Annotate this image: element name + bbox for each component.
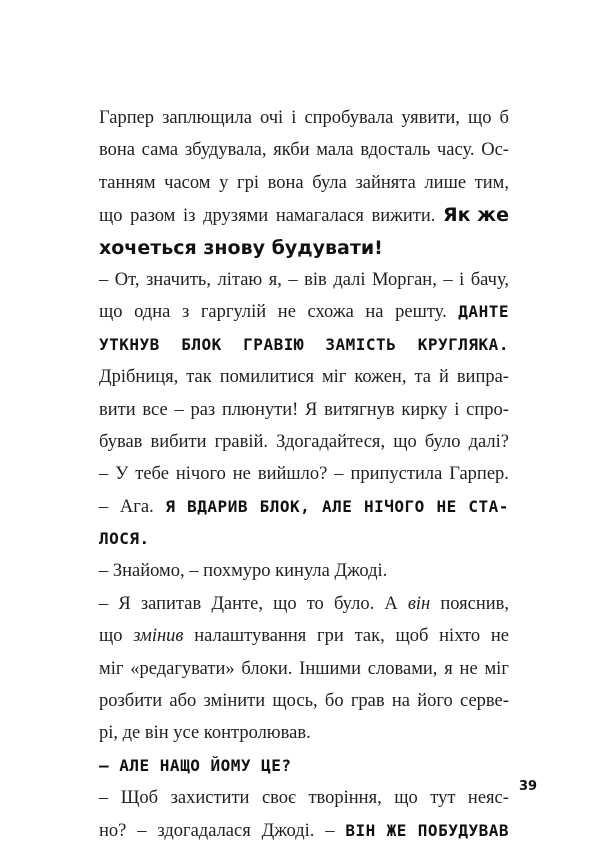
text-word: гравій. (214, 431, 269, 452)
text-line (99, 102, 509, 134)
text-word: з (181, 302, 190, 323)
pixel-font-word: ПОБУДУВАВ (417, 820, 509, 840)
text-word: вдосталь (360, 140, 431, 161)
text-word: так, (354, 626, 385, 647)
text-word: – (174, 399, 184, 420)
text-word: намагалася (275, 206, 364, 227)
text-word: ніхто (439, 626, 481, 647)
text-word: очі (259, 108, 284, 128)
text-word: випра- (456, 367, 509, 388)
text-word: його (417, 691, 453, 712)
text-word: далі (333, 269, 366, 290)
text-word: із (183, 206, 196, 227)
text-word: запитав (140, 593, 202, 614)
text-line (99, 523, 509, 555)
text-span: рі, де він усе контролював. (99, 723, 311, 744)
text-line (99, 329, 509, 361)
text-word: пояснив, (440, 593, 509, 614)
text-word: було (424, 431, 461, 452)
text-word: Джоді. (261, 820, 315, 841)
text-word: – (99, 269, 109, 290)
text-word: припустила (350, 464, 443, 485)
text-word: гри (317, 626, 344, 647)
text-word: не (459, 658, 478, 679)
text-word: що (393, 431, 417, 452)
text-line (99, 458, 509, 490)
display-bold-text: Як же (443, 204, 509, 227)
text-word: б (499, 108, 509, 128)
text-word: літаю (217, 269, 263, 290)
italic-text: змінив (133, 626, 184, 647)
text-line (99, 717, 509, 749)
text-word: розбити (99, 691, 163, 712)
text-word: Данте, (211, 593, 263, 614)
text-word: лише (424, 172, 467, 193)
text-line (99, 815, 509, 847)
pixel-font-word: БЛОК, (259, 496, 311, 516)
text-word: вийшло? (257, 464, 328, 485)
text-word: на (365, 302, 384, 323)
text-word: – (99, 788, 109, 809)
pixel-font-word: БЛОК (181, 334, 222, 354)
text-word: заплющила (162, 108, 252, 128)
text-word: кожен, (354, 367, 407, 388)
text-line (99, 264, 509, 296)
pixel-font-word: АЛЕ (321, 496, 353, 516)
italic-text: він (407, 593, 431, 614)
text-word: – (325, 820, 335, 841)
text-word: що (99, 626, 123, 647)
text-word: вона (99, 140, 135, 161)
text-word: зайнята (355, 172, 416, 193)
text-word: Гарпер (99, 108, 155, 128)
page-number: 39 (519, 779, 538, 794)
pixel-font-word: НІЧОГО (364, 496, 425, 516)
text-word: й (438, 367, 449, 388)
text-line (99, 588, 509, 620)
text-word: творіння, (308, 788, 382, 809)
text-line (99, 750, 509, 782)
pixel-font-word: НЕ (436, 496, 457, 516)
text-word: змінити (203, 691, 266, 712)
text-word: Щоб (120, 788, 159, 809)
text-word: міг (484, 658, 509, 679)
pixel-font-text: – АЛЕ НАЩО ЙОМУ ЦЕ? (99, 755, 292, 775)
text-word: Я (305, 399, 318, 420)
text-word: Ос- (481, 140, 509, 161)
text-word: А (384, 593, 398, 614)
text-word: мала (316, 140, 354, 161)
text-word: Я (118, 593, 131, 614)
text-word: бо (324, 691, 344, 712)
pixel-font-word: СТА- (468, 496, 509, 516)
text-word: блоки. (241, 658, 293, 679)
text-word: або (169, 691, 197, 712)
text-word: Морган, (372, 269, 437, 290)
pixel-font-word: ДАНТЕ (458, 302, 509, 322)
text-word: – (443, 269, 453, 290)
text-line (99, 134, 509, 166)
text-word: міг (321, 367, 347, 388)
text-word: що (394, 788, 418, 809)
pixel-font-word: ЗАМІСТЬ (325, 334, 397, 354)
book-page-body (99, 102, 509, 847)
pixel-font-word: Я (165, 496, 176, 516)
text-word: не (490, 626, 509, 647)
text-line (99, 555, 509, 587)
text-word: щось, (272, 691, 318, 712)
text-word: налаштування (194, 626, 307, 647)
text-span: – Знайомо, – похмуро кинула Джоді. (99, 561, 388, 582)
text-word: сама (141, 140, 179, 161)
text-word: бував (99, 431, 143, 452)
text-line (99, 361, 509, 393)
text-word: що (99, 206, 123, 227)
text-word: гаргулій (200, 302, 267, 323)
text-word: якби (273, 140, 310, 161)
text-word: була (312, 172, 347, 193)
text-word: значить, (145, 269, 211, 290)
text-word: Здогадайтеся, (276, 431, 386, 452)
pixel-font-word: КРУГЛЯКА. (417, 334, 509, 354)
text-word: – (99, 464, 109, 485)
text-word: танням (99, 172, 156, 193)
text-line (99, 653, 509, 685)
pixel-font-word: ЖЕ (386, 820, 407, 840)
text-word: – (99, 593, 109, 614)
text-line (99, 426, 509, 458)
text-word: У (115, 464, 129, 485)
text-line (99, 167, 509, 199)
text-word: захистити (170, 788, 250, 809)
text-word: і (454, 399, 460, 420)
text-word: словами, (367, 658, 438, 679)
text-word: плюнути! (222, 399, 299, 420)
text-word: так (186, 367, 212, 388)
text-word: своє (261, 788, 296, 809)
text-word: вити (99, 399, 136, 420)
text-word: то (306, 593, 324, 614)
text-line (99, 491, 509, 523)
text-word: спро- (466, 399, 509, 420)
text-word: От, (114, 269, 140, 290)
text-word: щоб (395, 626, 429, 647)
text-word: помилитися (219, 367, 314, 388)
text-word: решту. (395, 302, 447, 323)
text-word: Іншими (299, 658, 361, 679)
text-word: та (414, 367, 431, 388)
text-word: но? (99, 820, 127, 841)
text-word: міг (99, 658, 124, 679)
text-word: було. (333, 593, 375, 614)
text-word: здогадалася (157, 820, 251, 841)
text-word: спробувала (304, 108, 394, 128)
text-word: все (142, 399, 168, 420)
text-word: – (288, 269, 298, 290)
text-word: не (277, 302, 296, 323)
text-line (99, 394, 509, 426)
pixel-font-word: ВІН (345, 820, 376, 840)
text-word: – (137, 820, 147, 841)
text-line (99, 199, 509, 231)
text-word: бачу, (470, 269, 509, 290)
text-word: Гарпер. (449, 464, 509, 485)
text-word: що (99, 302, 123, 323)
display-bold-text: хочеться знову будувати! (99, 236, 383, 259)
text-word: одна (134, 302, 171, 323)
text-word: серве- (460, 691, 509, 712)
text-word: грі (237, 172, 259, 193)
text-word: кирку (401, 399, 448, 420)
text-word: тебе (135, 464, 169, 485)
text-word: часу. (437, 140, 475, 161)
text-word: я, (268, 269, 282, 290)
text-word: і (291, 108, 297, 128)
text-word: – (334, 464, 344, 485)
text-word: схожа (307, 302, 354, 323)
text-word: раз (190, 399, 216, 420)
text-word: у (219, 172, 229, 193)
text-word: Ага. (119, 496, 154, 517)
text-word: тут (430, 788, 456, 809)
text-word: друзями (203, 206, 269, 227)
text-word: що (467, 108, 492, 128)
text-word: неяс- (467, 788, 509, 809)
pixel-font-word: ВДАРИВ (187, 496, 248, 516)
text-word: тим, (474, 172, 509, 193)
text-word: вижити. (371, 206, 436, 227)
pixel-font-text: ЛОСЯ. (99, 529, 150, 549)
text-word: і (459, 269, 465, 290)
text-line (99, 296, 509, 328)
text-word: уявити, (401, 108, 460, 128)
text-word: витягнув (324, 399, 395, 420)
text-word: – (99, 496, 109, 517)
text-word: грав (350, 691, 385, 712)
text-word: часом (164, 172, 211, 193)
text-word: далі? (468, 431, 509, 452)
text-word: на (391, 691, 410, 712)
text-word: Дрібниця, (99, 367, 179, 388)
text-line (99, 782, 509, 814)
text-line (99, 232, 509, 264)
text-word: разом (130, 206, 176, 227)
text-line (99, 685, 509, 717)
pixel-font-word: ГРАВІЮ (243, 334, 304, 354)
text-word: вів (304, 269, 327, 290)
pixel-font-word: УТКНУВ (99, 334, 160, 354)
text-word: що (273, 593, 297, 614)
text-word: вибити (150, 431, 207, 452)
text-word: нічого (175, 464, 226, 485)
text-word: я (444, 658, 453, 679)
text-word: не (232, 464, 251, 485)
text-word: збудувала, (184, 140, 267, 161)
text-word: вона (267, 172, 304, 193)
text-word: «редагувати» (130, 658, 235, 679)
text-line (99, 620, 509, 652)
